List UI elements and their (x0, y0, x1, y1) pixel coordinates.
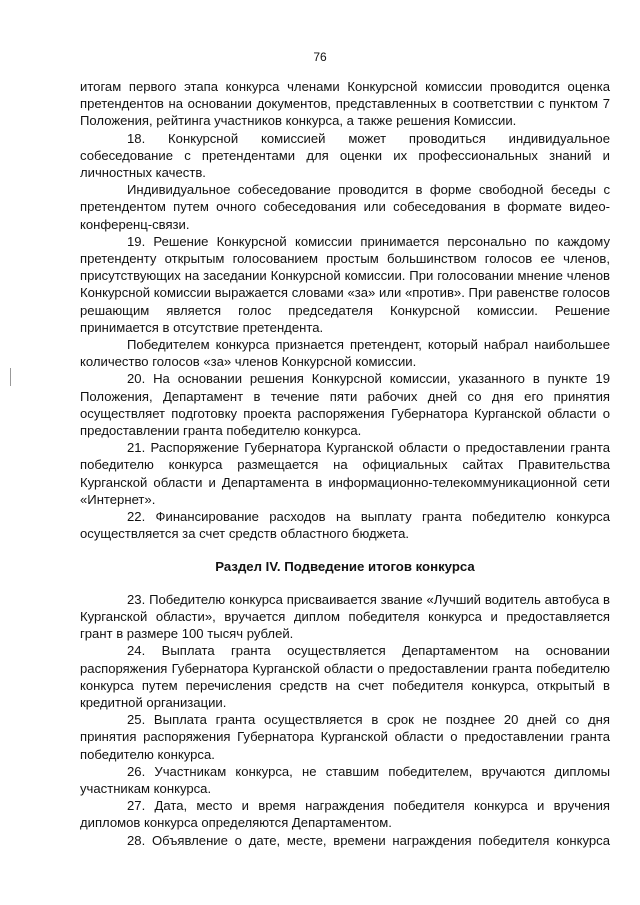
paragraph-21: 21. Распоряжение Губернатора Курганской области о предоставлении гранта победителю конкурса размещается на официальных сайтах Правительства Курганской области и Департамента в информационно-телекоммуникационной сети «Интернет». (80, 440, 610, 507)
paragraph-20: 20. На основании решения Конкурсной комиссии, указанного в пункте 19 Положения, Департамент в течение пяти рабочих дней со дня его принятия осуществляет подготовку проекта распоряжения Губернатора Курганской области о предоставлении гранта победителю конкурса. (80, 371, 610, 439)
paragraph-19-winner: Победителем конкурса признается претендент, который набрал наибольшее количество голосов «за» членов Конкурсной комиссии. (80, 337, 610, 370)
margin-mark (10, 368, 11, 386)
paragraph-18-interview: Индивидуальное собеседование проводится в форме свободной беседы с претендентом путем очного собеседования или собеседования в формате видео-конференц-связи. (80, 182, 610, 232)
paragraph-28: 28. Объявление о дате, месте, времени награждения победителя конкурса (127, 832, 610, 848)
paragraph-23: 23. Победителю конкурса присваивается звание «Лучший водитель автобуса в Курганской области», вручается диплом победителя конкурса и предоставляется грант в размере 100 тысяч рублей. (80, 591, 610, 642)
paragraph-18: 18. Конкурсной комиссией может проводиться индивидуальное собеседование с претендентами для оценки их профессиональных знаний и личностных качеств. (80, 130, 610, 181)
paragraph-27: 27. Дата, место и время награждения победителя конкурса и вручения дипломов конкурса определяются Департаментом. (80, 798, 610, 831)
paragraph-22: 22. Финансирование расходов на выплату гранта победителю конкурса осуществляется за счет средств областного бюджета. (80, 509, 610, 542)
page-number: 76 (313, 50, 327, 64)
paragraph-25: 25. Выплата гранта осуществляется в срок не позднее 20 дней со дня принятия распоряжения Губернатора Курганской области о предоставлении гранта победителю конкурса. (80, 712, 610, 762)
paragraph-24: 24. Выплата гранта осуществляется Департаментом на основании распоряжения Губернатора Курганской области о предоставлении гранта победителю конкурса путем перечисления средств на счет победителя конкурса, открытый в кредитной организации. (80, 643, 610, 710)
paragraph-19: 19. Решение Конкурсной комиссии принимается персонально по каждому претенденту открытым голосованием простым большинством голосов ее членов, присутствующих на заседании Конкурсной комиссии. При голосовании мнение членов Конкурсной комиссии выражается словами «за» или «против». При равенстве голосов решающим является голос председателя Конкурсной комиссии. Решение принимается в отсутствие претендента. (80, 233, 610, 335)
paragraph-26: 26. Участникам конкурса, не ставшим победителем, вручаются дипломы участникам конкурса. (80, 763, 610, 796)
document-body (80, 78, 610, 849)
paragraph-continuation: итогам первого этапа конкурса членами Конкурсной комиссии проводится оценка претендентов на основании документов, представленных в соответствии с пунктом 7 Положения, рейтинга участников конкурса, а также решения Комиссии. (80, 79, 610, 129)
section-heading: Раздел IV. Подведение итогов конкурса (215, 559, 475, 575)
